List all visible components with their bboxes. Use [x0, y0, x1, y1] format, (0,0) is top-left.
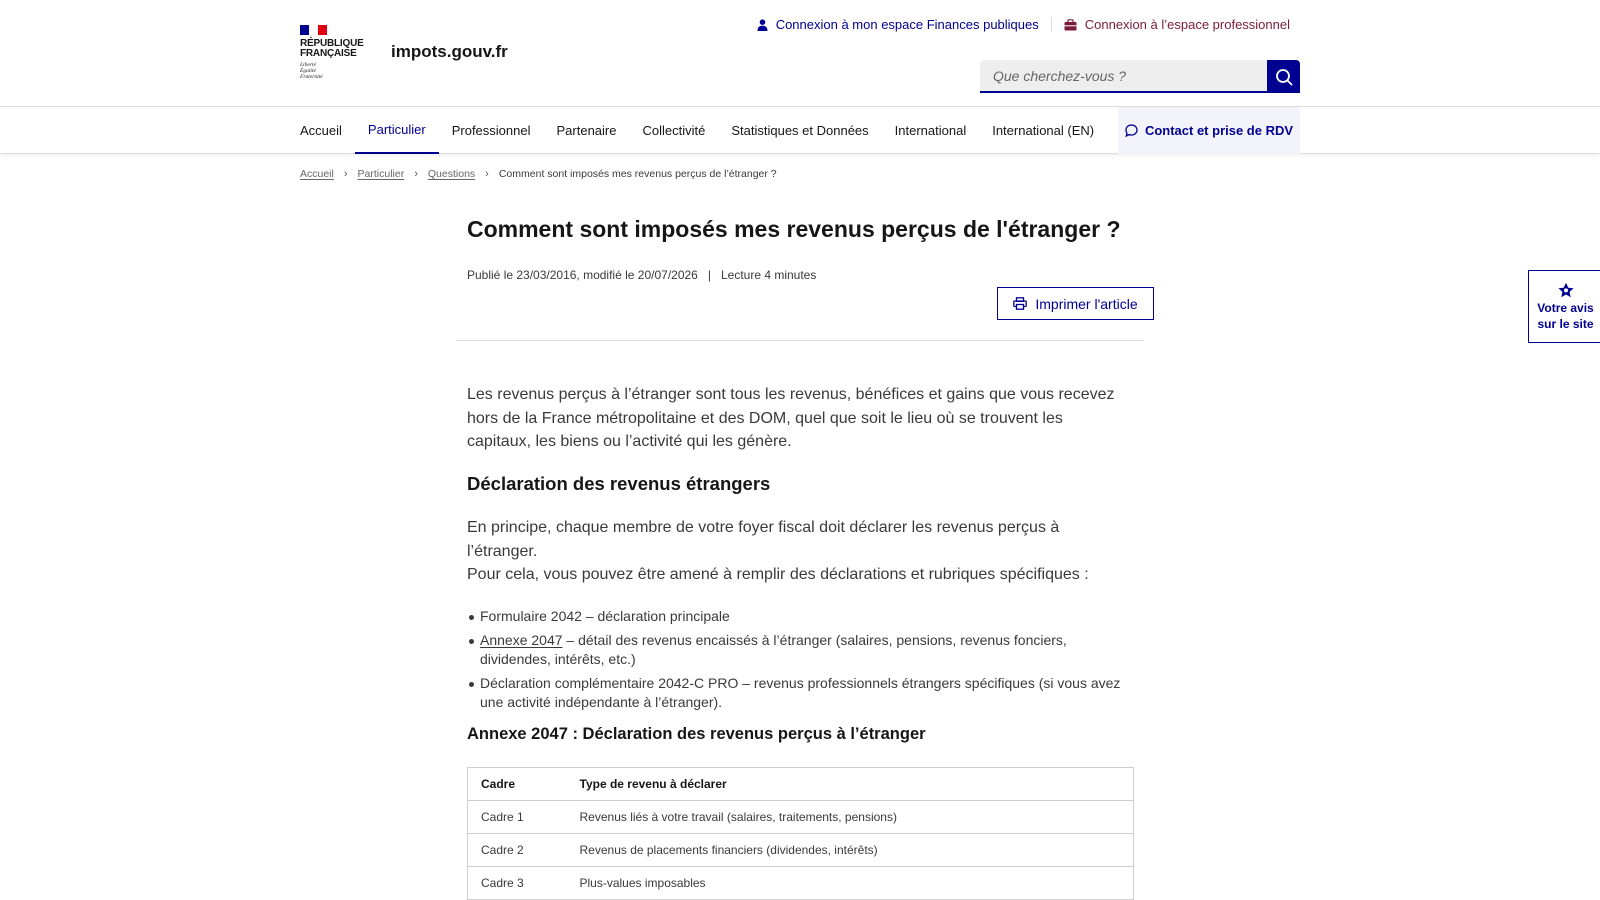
- motto-line: Égalité: [300, 68, 316, 74]
- nav-item-accueil[interactable]: Accueil: [300, 123, 342, 138]
- list-item: Formulaire 2042 – déclaration principale: [480, 607, 1130, 627]
- nav-item-partenaire[interactable]: Partenaire: [556, 123, 617, 138]
- feedback-line: sur le site: [1537, 317, 1594, 331]
- forms-list: [480, 607, 1130, 717]
- intro-paragraph: Les revenus perçus à l’étranger sont tous les revenus, bénéfices et gains que vous recevez hors de la France métropolitaine et des DOM, quel que soit le lieu où se trouvent les capitaux, les biens ou l’activité qui les génère.: [467, 386, 1115, 450]
- print-label: Imprimer l'article: [1035, 295, 1138, 312]
- chevron-right-icon: ›: [343, 168, 348, 180]
- table-cell: Revenus de placements financiers (dividendes, intérêts): [580, 834, 1134, 867]
- table-header-cell: Type de revenu à déclarer: [580, 768, 1134, 801]
- main-navigation: [0, 107, 1600, 154]
- top-link-label: Connexion à l’espace professionnel: [1084, 17, 1290, 32]
- divider: [456, 340, 1144, 341]
- search-icon: [1275, 68, 1293, 86]
- table-cell: Revenus liés à votre travail (salaires, traitements, pensions): [580, 801, 1134, 834]
- site-name[interactable]: impots.gouv.fr: [391, 42, 508, 61]
- user-icon: [757, 19, 768, 31]
- table-heading: Annexe 2047 : Déclaration des revenus perçus à l’étranger: [467, 725, 926, 743]
- nav-item-international-en[interactable]: International (EN): [992, 123, 1095, 138]
- list-item: [480, 631, 1130, 670]
- nav-item-statistiques[interactable]: Statistiques et Données: [731, 123, 869, 138]
- star-icon: [1557, 282, 1575, 299]
- top-link-label: Connexion à mon espace Finances publiques: [775, 17, 1039, 32]
- table-cell: Cadre 2: [468, 834, 580, 867]
- meta-separator: |: [707, 268, 711, 282]
- printer-icon: [1013, 297, 1027, 310]
- breadcrumb-link-questions[interactable]: Questions: [427, 168, 476, 180]
- site-header: [0, 0, 1600, 107]
- breadcrumb-link-accueil[interactable]: Accueil: [300, 168, 334, 180]
- page-title: Comment sont imposés mes revenus perçus de l'étranger ?: [467, 216, 1121, 242]
- nav-item-collectivite[interactable]: Collectivité: [642, 123, 706, 138]
- nav-item-professionnel[interactable]: Professionnel: [451, 123, 531, 138]
- republique-francaise-logo[interactable]: [300, 25, 370, 83]
- login-espace-professionnel-link[interactable]: [1064, 17, 1290, 32]
- logo-text-line: FRANÇAISE: [300, 48, 357, 59]
- search-button[interactable]: [1267, 60, 1300, 93]
- french-flag-icon: [300, 25, 327, 35]
- declaration-paragraph: [467, 516, 1117, 587]
- paragraph-line: Pour cela, vous pouvez être amené à remplir des déclarations et rubriques spécifiques :: [467, 566, 1089, 583]
- list-item: Déclaration complémentaire 2042-C PRO – revenus professionnels étrangers spécifiques (si vous avez une activité indépendante à l’étranger).: [480, 674, 1130, 713]
- chevron-right-icon: ›: [485, 168, 489, 180]
- briefcase-icon: [1064, 19, 1077, 31]
- nav-item-international[interactable]: International: [894, 123, 967, 138]
- feedback-line: Votre avis: [1537, 301, 1594, 315]
- nav-items: [287, 107, 1107, 154]
- reading-time: Lecture 4 minutes: [720, 268, 817, 282]
- table-header-cell: Cadre: [468, 768, 580, 801]
- section-heading: Déclaration des revenus étrangers: [467, 473, 771, 494]
- motto-line: Liberté: [300, 62, 316, 68]
- separator: [1051, 17, 1052, 32]
- table-header-row: [468, 768, 1134, 801]
- list-item-text: – détail des revenus encaissés à l’étranger (salaires, pensions, revenus fonciers, dividendes, intérêts, etc.): [480, 631, 1067, 667]
- motto-line: Fraternité: [300, 74, 323, 80]
- contact-rdv-button[interactable]: [1118, 107, 1300, 154]
- breadcrumb-current: Comment sont imposés mes revenus perçus de l’étranger ?: [498, 168, 777, 180]
- publication-date: Publié le 23/03/2016, modifié le 20/07/2026: [467, 268, 698, 282]
- paragraph-line: En principe, chaque membre de votre foyer fiscal doit déclarer les revenus perçus à l’étranger.: [467, 519, 1060, 560]
- revenue-table: [467, 767, 1134, 900]
- nav-item-particulier[interactable]: Particulier: [355, 107, 439, 154]
- chevron-right-icon: ›: [414, 168, 418, 180]
- top-links: [757, 17, 1290, 32]
- article-meta: [467, 268, 816, 282]
- logo-motto: [300, 62, 370, 80]
- chat-bubble-icon: [1125, 124, 1138, 137]
- print-article-button[interactable]: [997, 287, 1154, 320]
- logo-text-line: RÉPUBLIQUE: [300, 38, 364, 49]
- table-cell: Cadre 1: [468, 801, 580, 834]
- search-bar: [980, 60, 1300, 93]
- contact-label: Contact et prise de RDV: [1144, 123, 1294, 138]
- annexe-2047-link[interactable]: Annexe 2047: [480, 631, 563, 648]
- breadcrumb-link-particulier[interactable]: Particulier: [357, 168, 405, 180]
- search-input[interactable]: [980, 60, 1267, 93]
- table-row: [468, 867, 1134, 900]
- table-row: [468, 801, 1134, 834]
- feedback-button[interactable]: [1528, 270, 1600, 343]
- table-cell: Cadre 3: [468, 867, 580, 900]
- breadcrumb: [300, 168, 777, 180]
- table-row: [468, 834, 1134, 867]
- login-finances-publiques-link[interactable]: [757, 17, 1039, 32]
- table-cell: Plus-values imposables: [580, 867, 1134, 900]
